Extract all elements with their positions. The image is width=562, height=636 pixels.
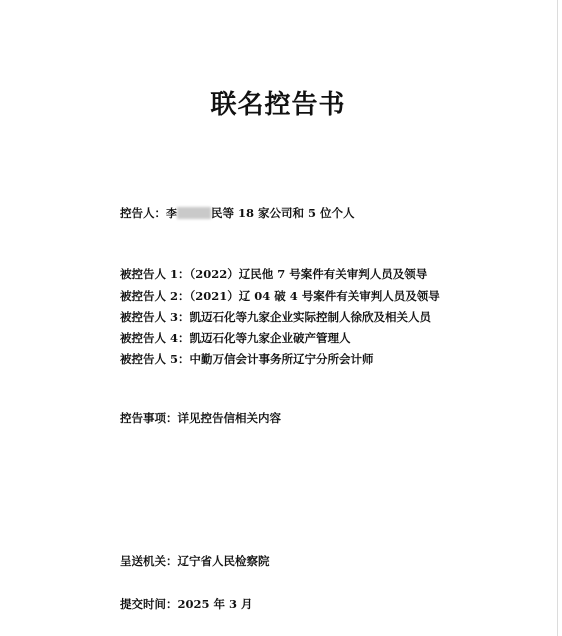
complainant-lead-char: 李 (166, 207, 177, 220)
redacted-name-blur (177, 207, 211, 219)
respondent-2: 被控告人 2：（2021）辽 04 破 4 号案件有关审判人员及领导 (120, 289, 440, 303)
complainant-label: 控告人： (120, 206, 166, 220)
respondent-1: 被控告人 1：（2022）辽民他 7 号案件有关审判人员及领导 (120, 267, 428, 281)
recipient-agency: 呈送机关：辽宁省人民检察院 (120, 554, 270, 568)
respondent-5: 被控告人 5：中勤万信会计事务所辽宁分所会计师 (120, 352, 374, 366)
respondent-3: 被控告人 3：凯迈石化等九家企业实际控制人徐欣及相关人员 (120, 310, 432, 324)
complainant-rest: 民等 18 家公司和 5 位个人 (211, 206, 355, 220)
complainant-line (120, 206, 355, 221)
submit-time: 提交时间：2025 年 3 月 (120, 597, 253, 611)
page-edge-divider (557, 0, 558, 636)
respondent-4: 被控告人 4：凯迈石化等九家企业破产管理人 (120, 331, 351, 345)
document-title: 联名控告书 (210, 90, 346, 120)
complaint-matter: 控告事项：详见控告信相关内容 (120, 411, 281, 425)
